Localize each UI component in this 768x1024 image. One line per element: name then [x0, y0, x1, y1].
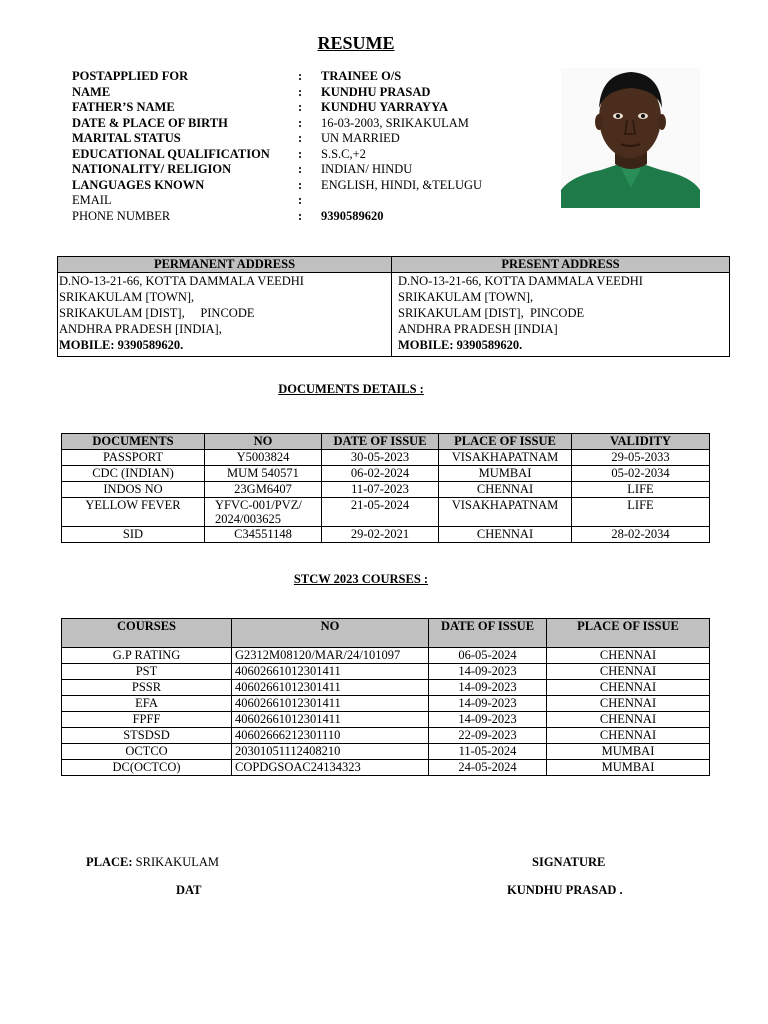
stcw-row	[62, 680, 710, 696]
stcw-cell: OCTCO	[62, 744, 232, 760]
stcw-cell: DC(OCTCO)	[62, 760, 232, 776]
documents-cell: MUM 540571	[205, 466, 322, 482]
place-label: PLACE:	[86, 855, 133, 869]
address-table	[57, 256, 730, 357]
signature-label: SIGNATURE	[532, 855, 606, 869]
stcw-row	[62, 760, 710, 776]
documents-cell: Y5003824	[205, 450, 322, 466]
present-mobile: MOBILE: 9390589620.	[398, 338, 523, 352]
permanent-mobile: MOBILE: 9390589620.	[59, 338, 184, 352]
present-address-line: SRIKAKULAM [DIST], PINCODE	[398, 306, 585, 320]
documents-col-header: PLACE OF ISSUE	[439, 434, 572, 450]
stcw-cell: 40602661012301411	[232, 680, 429, 696]
personal-value: S.S.C,+2	[321, 146, 366, 161]
present-address-line: SRIKAKULAM [TOWN],	[398, 290, 534, 304]
stcw-row	[62, 664, 710, 680]
stcw-cell: STSDSD	[62, 728, 232, 744]
personal-colon: :	[298, 162, 303, 176]
documents-cell: LIFE	[572, 498, 710, 527]
stcw-cell: 22-09-2023	[429, 728, 547, 744]
personal-value: KUNDHU YARRAYYA	[321, 100, 448, 114]
stcw-cell: G.P RATING	[62, 648, 232, 664]
stcw-row	[62, 712, 710, 728]
stcw-row	[62, 696, 710, 712]
personal-label: POSTAPPLIED FOR	[72, 69, 189, 83]
date-label: DAT	[176, 883, 202, 897]
permanent-address-line: ANDHRA PRADESH [INDIA],	[59, 322, 222, 336]
documents-cell: 06-02-2024	[322, 466, 439, 482]
stcw-cell: CHENNAI	[547, 648, 710, 664]
present-address-header: PRESENT ADDRESS	[392, 257, 730, 273]
documents-cell: YFVC-001/PVZ/ 2024/003625	[205, 498, 322, 527]
stcw-courses-table	[61, 618, 710, 776]
stcw-cell: MUMBAI	[547, 744, 710, 760]
stcw-cell: G2312M08120/MAR/24/101097	[232, 648, 429, 664]
stcw-cell: CHENNAI	[547, 728, 710, 744]
permanent-address-cell	[58, 273, 392, 357]
stcw-cell: FPFF	[62, 712, 232, 728]
documents-cell: 29-05-2033	[572, 450, 710, 466]
documents-row	[62, 498, 710, 527]
documents-cell: CDC (INDIAN)	[62, 466, 205, 482]
documents-cell: C34551148	[205, 527, 322, 543]
stcw-col-header: DATE OF ISSUE	[429, 619, 547, 648]
documents-col-header: DATE OF ISSUE	[322, 434, 439, 450]
documents-cell: CHENNAI	[439, 527, 572, 543]
documents-row	[62, 466, 710, 482]
stcw-cell: CHENNAI	[547, 712, 710, 728]
documents-cell: PASSPORT	[62, 450, 205, 466]
stcw-cell: MUMBAI	[547, 760, 710, 776]
stcw-cell: 14-09-2023	[429, 696, 547, 712]
stcw-cell: 40602661012301411	[232, 712, 429, 728]
stcw-cell: PST	[62, 664, 232, 680]
place-value: SRIKAKULAM	[135, 855, 219, 869]
documents-cell: LIFE	[572, 482, 710, 498]
personal-colon: :	[298, 84, 303, 99]
stcw-cell: CHENNAI	[547, 680, 710, 696]
permanent-address-line: SRIKAKULAM [DIST], PINCODE	[59, 306, 255, 320]
documents-cell: 21-05-2024	[322, 498, 439, 527]
personal-label: MARITAL STATUS	[72, 131, 181, 145]
personal-label: EMAIL	[72, 193, 112, 207]
stcw-col-header: COURSES	[62, 619, 232, 648]
personal-label: FATHER’S NAME	[72, 100, 175, 114]
personal-value: ENGLISH, HINDI, &TELUGU	[321, 177, 483, 192]
permanent-address-header: PERMANENT ADDRESS	[58, 257, 392, 273]
stcw-cell: 40602661012301411	[232, 664, 429, 680]
personal-colon: :	[298, 146, 303, 161]
place-line	[86, 855, 219, 870]
documents-table	[61, 433, 710, 543]
personal-value: 16-03-2003, SRIKAKULAM	[321, 115, 469, 130]
documents-cell: SID	[62, 527, 205, 543]
stcw-cell: EFA	[62, 696, 232, 712]
personal-colon: :	[298, 69, 303, 83]
resume-title: RESUME	[317, 33, 395, 53]
personal-colon: :	[298, 115, 303, 130]
stcw-row	[62, 648, 710, 664]
personal-colon: :	[298, 208, 303, 223]
permanent-address-line: D.NO-13-21-66, KOTTA DAMMALA VEEDHI	[59, 274, 304, 288]
signature-name: KUNDHU PRASAD .	[507, 883, 623, 897]
stcw-cell: 24-05-2024	[429, 760, 547, 776]
stcw-col-header: PLACE OF ISSUE	[547, 619, 710, 648]
documents-col-header: NO	[205, 434, 322, 450]
personal-label: NATIONALITY/ RELIGION	[72, 162, 232, 176]
documents-cell: CHENNAI	[439, 482, 572, 498]
stcw-row	[62, 728, 710, 744]
personal-value: INDIAN/ HINDU	[321, 162, 413, 176]
personal-label: NAME	[72, 84, 111, 99]
documents-row	[62, 527, 710, 543]
stcw-cell: PSSR	[62, 680, 232, 696]
documents-cell: 23GM6407	[205, 482, 322, 498]
stcw-col-header: NO	[232, 619, 429, 648]
personal-colon: :	[298, 100, 303, 114]
stcw-heading: STCW 2023 COURSES :	[293, 572, 429, 586]
documents-cell: 28-02-2034	[572, 527, 710, 543]
documents-cell: 29-02-2021	[322, 527, 439, 543]
documents-cell: 30-05-2023	[322, 450, 439, 466]
personal-colon: :	[298, 193, 303, 207]
permanent-address-line: SRIKAKULAM [TOWN],	[59, 290, 195, 304]
documents-col-header: VALIDITY	[572, 434, 710, 450]
personal-label: DATE & PLACE OF BIRTH	[72, 115, 228, 130]
documents-cell: INDOS NO	[62, 482, 205, 498]
present-address-line: D.NO-13-21-66, KOTTA DAMMALA VEEDHI	[398, 274, 643, 288]
personal-colon: :	[298, 131, 303, 145]
personal-value: TRAINEE O/S	[321, 69, 402, 83]
documents-cell: 11-07-2023	[322, 482, 439, 498]
profile-photo	[561, 68, 700, 208]
documents-heading: DOCUMENTS DETAILS :	[278, 382, 424, 396]
personal-label: LANGUAGES KNOWN	[72, 177, 205, 192]
personal-value: KUNDHU PRASAD	[321, 84, 431, 99]
stcw-cell: 40602661012301411	[232, 696, 429, 712]
documents-row	[62, 450, 710, 466]
present-address-cell	[392, 273, 730, 357]
stcw-cell: 06-05-2024	[429, 648, 547, 664]
stcw-cell: 14-09-2023	[429, 680, 547, 696]
personal-label: PHONE NUMBER	[72, 208, 171, 223]
documents-col-header: DOCUMENTS	[62, 434, 205, 450]
documents-cell: VISAKHAPATNAM	[439, 498, 572, 527]
stcw-cell: 40602666212301110	[232, 728, 429, 744]
stcw-cell: CHENNAI	[547, 664, 710, 680]
personal-value: UN MARRIED	[321, 131, 400, 145]
documents-cell: 05-02-2034	[572, 466, 710, 482]
stcw-row	[62, 744, 710, 760]
documents-cell: VISAKHAPATNAM	[439, 450, 572, 466]
documents-cell: YELLOW FEVER	[62, 498, 205, 527]
personal-colon: :	[298, 177, 303, 192]
stcw-cell: 20301051112408210	[232, 744, 429, 760]
documents-row	[62, 482, 710, 498]
stcw-cell: COPDGSOAC24134323	[232, 760, 429, 776]
documents-cell: MUMBAI	[439, 466, 572, 482]
stcw-cell: 14-09-2023	[429, 664, 547, 680]
personal-label: EDUCATIONAL QUALIFICATION	[72, 146, 270, 161]
present-address-line: ANDHRA PRADESH [INDIA]	[398, 322, 558, 336]
stcw-cell: 14-09-2023	[429, 712, 547, 728]
stcw-cell: 11-05-2024	[429, 744, 547, 760]
person-portrait-icon	[561, 68, 700, 208]
stcw-cell: CHENNAI	[547, 696, 710, 712]
personal-value: 9390589620	[321, 208, 384, 223]
